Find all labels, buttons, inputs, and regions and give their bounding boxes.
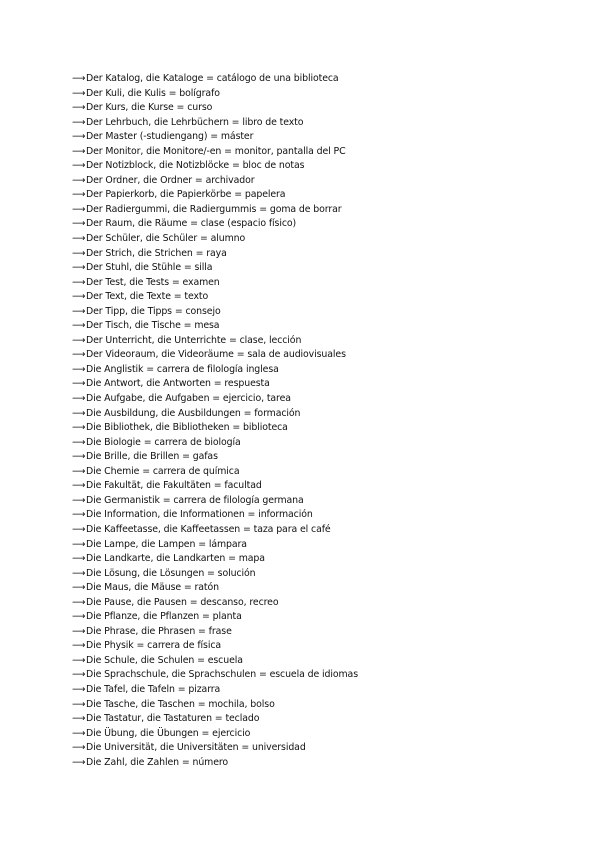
arrow-right-icon: ⟶ — [72, 349, 86, 361]
vocabulary-entry-text: Die Biologie = carrera de biología — [86, 436, 241, 448]
arrow-right-icon: ⟶ — [72, 509, 86, 521]
list-item — [72, 116, 358, 131]
vocabulary-entry-text: Der Papierkorb, die Papierkörbe = papelera — [86, 189, 286, 201]
vocabulary-entry-text: Der Test, die Tests = examen — [86, 276, 220, 288]
arrow-right-icon: ⟶ — [72, 538, 86, 550]
list-item — [72, 698, 358, 713]
list-item — [72, 523, 358, 538]
arrow-right-icon: ⟶ — [72, 742, 86, 754]
arrow-right-icon: ⟶ — [72, 174, 86, 186]
list-item — [72, 436, 358, 451]
list-item — [72, 625, 358, 640]
vocabulary-entry-text: Der Strich, die Strichen = raya — [86, 247, 227, 259]
arrow-right-icon: ⟶ — [72, 494, 86, 506]
arrow-right-icon: ⟶ — [72, 116, 86, 128]
arrow-right-icon: ⟶ — [72, 233, 86, 245]
vocabulary-entry-text: Die Übung, die Übungen = ejercicio — [86, 727, 251, 739]
arrow-right-icon: ⟶ — [72, 683, 86, 695]
vocabulary-entry-text: Die Landkarte, die Landkarten = mapa — [86, 553, 265, 565]
list-item — [72, 203, 358, 218]
list-item — [72, 581, 358, 596]
list-item — [72, 727, 358, 742]
arrow-right-icon: ⟶ — [72, 582, 86, 594]
vocabulary-entry-text: Die Schule, die Schulen = escuela — [86, 654, 243, 666]
vocabulary-entry-text: Die Bibliothek, die Bibliotheken = biblioteca — [86, 422, 288, 434]
arrow-right-icon: ⟶ — [72, 567, 86, 579]
vocabulary-entry-text: Der Kuli, die Kulis = bolígrafo — [86, 87, 220, 99]
arrow-right-icon: ⟶ — [72, 407, 86, 419]
arrow-right-icon: ⟶ — [72, 713, 86, 725]
vocabulary-entry-text: Der Lehrbuch, die Lehrbüchern = libro de texto — [86, 116, 304, 128]
vocabulary-entry-text: Der Schüler, die Schüler = alumno — [86, 233, 246, 245]
arrow-right-icon: ⟶ — [72, 145, 86, 157]
arrow-right-icon: ⟶ — [72, 596, 86, 608]
arrow-right-icon: ⟶ — [72, 102, 86, 114]
list-item — [72, 174, 358, 189]
vocabulary-entry-text: Die Maus, die Mäuse = ratón — [86, 582, 219, 594]
arrow-right-icon: ⟶ — [72, 654, 86, 666]
vocabulary-entry-text: Der Stuhl, die Stühle = silla — [86, 262, 213, 274]
vocabulary-entry-text: Der Katalog, die Kataloge = catálogo de una biblioteca — [86, 73, 339, 84]
arrow-right-icon: ⟶ — [72, 87, 86, 99]
list-item — [72, 508, 358, 523]
arrow-right-icon: ⟶ — [72, 553, 86, 565]
vocabulary-entry-text: Die Physik = carrera de física — [86, 640, 222, 652]
arrow-right-icon: ⟶ — [72, 727, 86, 739]
list-item — [72, 654, 358, 669]
list-item — [72, 756, 358, 771]
list-item — [72, 159, 358, 174]
list-item — [72, 72, 358, 87]
vocabulary-entry-text: Die Kaffeetasse, die Kaffeetassen = taza para el café — [86, 523, 331, 535]
list-item — [72, 450, 358, 465]
arrow-right-icon: ⟶ — [72, 247, 86, 259]
list-item — [72, 610, 358, 625]
vocabulary-entry-text: Der Master (-studiengang) = máster — [86, 131, 254, 143]
vocabulary-entry-text: Die Germanistik = carrera de filología germana — [86, 494, 304, 506]
list-item — [72, 334, 358, 349]
arrow-right-icon: ⟶ — [72, 203, 86, 215]
vocabulary-entry-text: Der Text, die Texte = texto — [86, 291, 209, 303]
vocabulary-entry-text: Die Sprachschule, die Sprachschulen = escuela de idiomas — [86, 669, 358, 681]
list-item — [72, 261, 358, 276]
arrow-right-icon: ⟶ — [72, 756, 86, 768]
arrow-right-icon: ⟶ — [72, 451, 86, 463]
list-item — [72, 639, 358, 654]
arrow-right-icon: ⟶ — [72, 669, 86, 681]
arrow-right-icon: ⟶ — [72, 334, 86, 346]
list-item — [72, 232, 358, 247]
list-item — [72, 87, 358, 102]
vocabulary-entry-text: Die Tafel, die Tafeln = pizarra — [86, 683, 221, 695]
vocabulary-list — [72, 72, 358, 770]
arrow-right-icon: ⟶ — [72, 625, 86, 637]
list-item — [72, 247, 358, 262]
vocabulary-entry-text: Die Brille, die Brillen = gafas — [86, 451, 218, 463]
arrow-right-icon: ⟶ — [72, 378, 86, 390]
list-item — [72, 290, 358, 305]
arrow-right-icon: ⟶ — [72, 698, 86, 710]
arrow-right-icon: ⟶ — [72, 276, 86, 288]
arrow-right-icon: ⟶ — [72, 480, 86, 492]
vocabulary-entry-text: Der Raum, die Räume = clase (espacio físico) — [86, 218, 297, 230]
list-item — [72, 538, 358, 553]
list-item — [72, 217, 358, 232]
arrow-right-icon: ⟶ — [72, 436, 86, 448]
vocabulary-entry-text: Die Fakultät, die Fakultäten = facultad — [86, 480, 262, 492]
list-item — [72, 712, 358, 727]
arrow-right-icon: ⟶ — [72, 131, 86, 143]
arrow-right-icon: ⟶ — [72, 73, 86, 84]
list-item — [72, 479, 358, 494]
arrow-right-icon: ⟶ — [72, 363, 86, 375]
list-item — [72, 668, 358, 683]
vocabulary-entry-text: Die Tasche, die Taschen = mochila, bolso — [86, 698, 275, 710]
vocabulary-entry-text: Der Unterricht, die Unterrichte = clase, lección — [86, 334, 302, 346]
list-item — [72, 145, 358, 160]
vocabulary-entry-text: Der Radiergummi, die Radiergummis = goma de borrar — [86, 203, 342, 215]
vocabulary-entry-text: Der Tipp, die Tipps = consejo — [86, 305, 221, 317]
vocabulary-entry-text: Die Chemie = carrera de química — [86, 465, 240, 477]
list-item — [72, 305, 358, 320]
vocabulary-entry-text: Die Zahl, die Zahlen = número — [86, 756, 229, 768]
list-item — [72, 683, 358, 698]
vocabulary-entry-text: Der Ordner, die Ordner = archivador — [86, 174, 255, 186]
vocabulary-entry-text: Die Antwort, die Antworten = respuesta — [86, 378, 270, 390]
arrow-right-icon: ⟶ — [72, 262, 86, 274]
list-item — [72, 319, 358, 334]
vocabulary-entry-text: Die Tastatur, die Tastaturen = teclado — [86, 713, 260, 725]
arrow-right-icon: ⟶ — [72, 320, 86, 332]
list-item — [72, 188, 358, 203]
vocabulary-entry-text: Die Phrase, die Phrasen = frase — [86, 625, 232, 637]
list-item — [72, 101, 358, 116]
vocabulary-entry-text: Die Anglistik = carrera de filología inglesa — [86, 363, 279, 375]
vocabulary-entry-text: Der Kurs, die Kurse = curso — [86, 102, 213, 114]
list-item — [72, 494, 358, 509]
vocabulary-entry-text: Die Lösung, die Lösungen = solución — [86, 567, 256, 579]
arrow-right-icon: ⟶ — [72, 218, 86, 230]
vocabulary-entry-text: Die Ausbildung, die Ausbildungen = formación — [86, 407, 301, 419]
list-item — [72, 407, 358, 422]
list-item — [72, 552, 358, 567]
vocabulary-entry-text: Die Universität, die Universitäten = universidad — [86, 742, 306, 754]
vocabulary-entry-text: Der Monitor, die Monitore/-en = monitor, pantalla del PC — [86, 145, 346, 157]
vocabulary-entry-text: Der Videoraum, die Videoräume = sala de audiovisuales — [86, 349, 346, 361]
list-item — [72, 377, 358, 392]
arrow-right-icon: ⟶ — [72, 189, 86, 201]
arrow-right-icon: ⟶ — [72, 291, 86, 303]
list-item — [72, 130, 358, 145]
list-item — [72, 348, 358, 363]
arrow-right-icon: ⟶ — [72, 422, 86, 434]
arrow-right-icon: ⟶ — [72, 160, 86, 172]
list-item — [72, 363, 358, 378]
list-item — [72, 421, 358, 436]
list-item — [72, 276, 358, 291]
vocabulary-entry-text: Der Notizblock, die Notizblöcke = bloc de notas — [86, 160, 305, 172]
arrow-right-icon: ⟶ — [72, 611, 86, 623]
vocabulary-entry-text: Die Aufgabe, die Aufgaben = ejercicio, tarea — [86, 393, 291, 405]
arrow-right-icon: ⟶ — [72, 465, 86, 477]
list-item — [72, 741, 358, 756]
vocabulary-entry-text: Die Pause, die Pausen = descanso, recreo — [86, 596, 279, 608]
arrow-right-icon: ⟶ — [72, 523, 86, 535]
vocabulary-entry-text: Der Tisch, die Tische = mesa — [86, 320, 220, 332]
arrow-right-icon: ⟶ — [72, 640, 86, 652]
list-item — [72, 596, 358, 611]
arrow-right-icon: ⟶ — [72, 305, 86, 317]
vocabulary-entry-text: Die Information, die Informationen = información — [86, 509, 313, 521]
list-item — [72, 567, 358, 582]
vocabulary-entry-text: Die Pflanze, die Pflanzen = planta — [86, 611, 242, 623]
list-item — [72, 465, 358, 480]
list-item — [72, 392, 358, 407]
arrow-right-icon: ⟶ — [72, 393, 86, 405]
vocabulary-entry-text: Die Lampe, die Lampen = lámpara — [86, 538, 247, 550]
